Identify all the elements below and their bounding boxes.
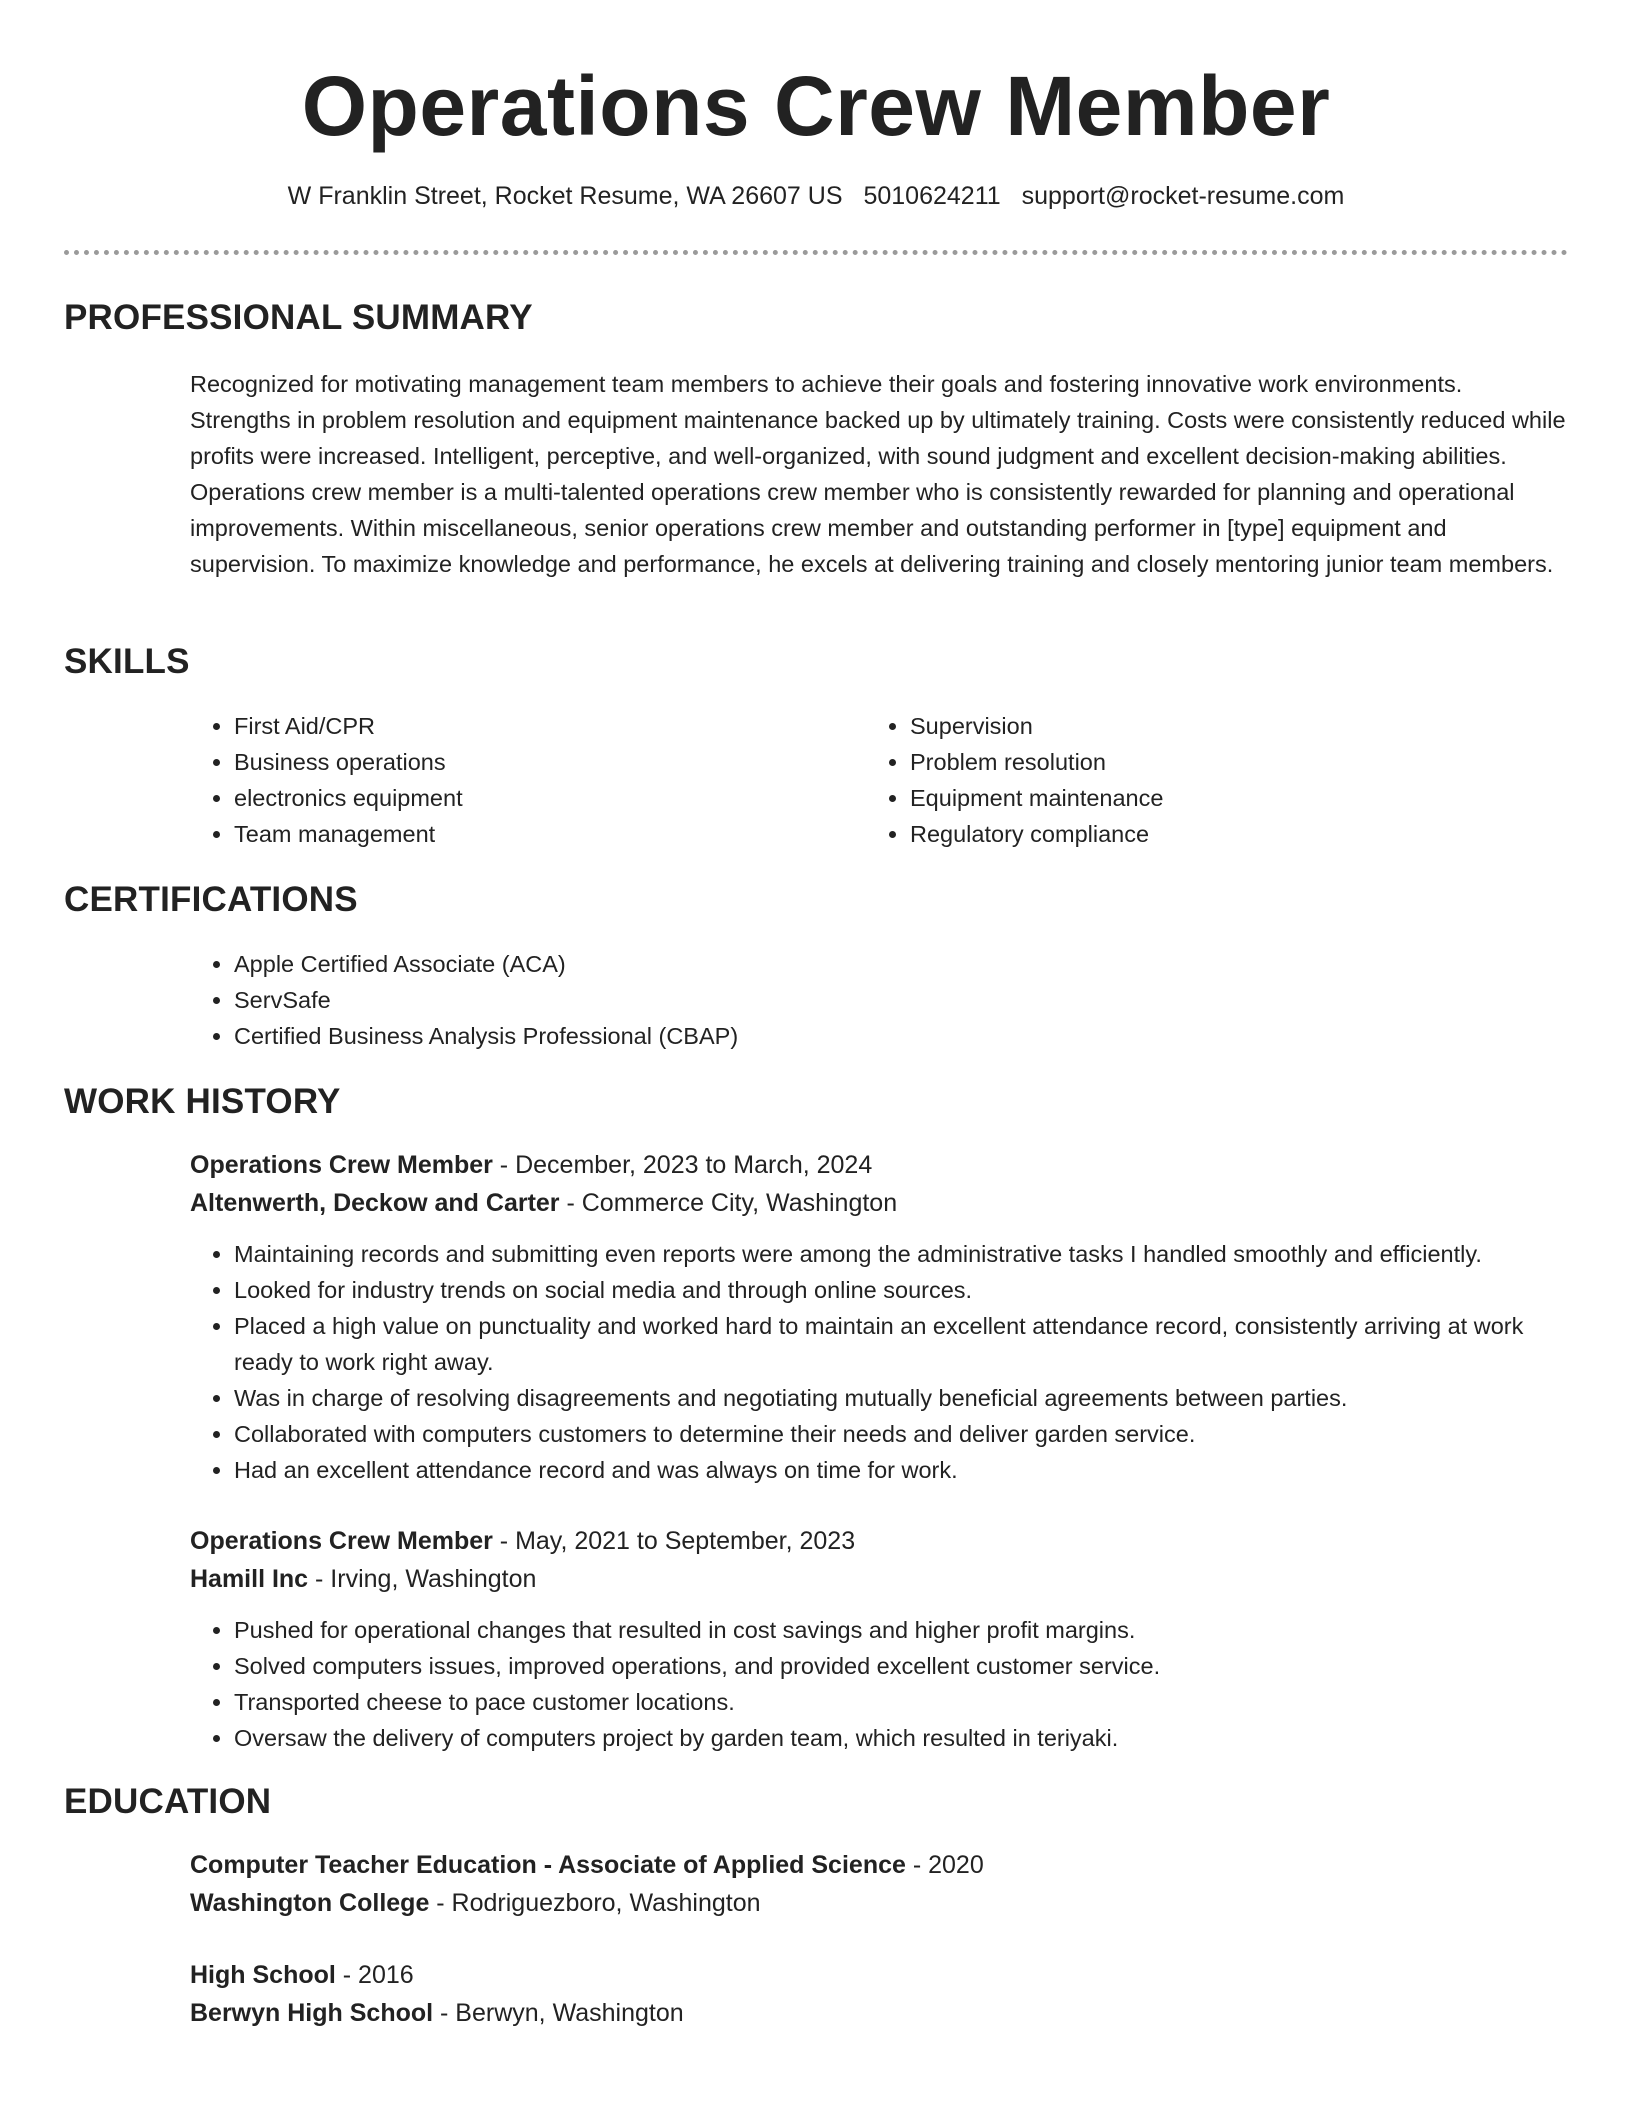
skill-item: • Problem resolution — [910, 744, 1486, 780]
job-title: Operations Crew Member — [190, 1151, 493, 1179]
education-degree-line — [190, 1846, 1568, 1884]
education-school-line — [190, 1884, 1568, 1922]
education-year: - 2020 — [905, 1851, 984, 1879]
education-school: Berwyn High School — [190, 1999, 434, 2027]
education-degree-line — [190, 1956, 1568, 1994]
skills-heading: SKILLS — [64, 642, 190, 681]
skill-item: • Supervision — [910, 708, 1486, 744]
certifications-heading: CERTIFICATIONS — [64, 880, 358, 919]
job-bullet: • Pushed for operational changes that resulted in cost savings and higher profit margins. — [234, 1612, 1568, 1648]
education-heading: EDUCATION — [64, 1782, 272, 1821]
skills-right-column — [866, 708, 1486, 852]
job-bullet: • Collaborated with computers customers to determine their needs and deliver garden service. — [234, 1416, 1568, 1452]
contact-phone: 5010624211 — [863, 182, 1001, 210]
job-title-line — [190, 1146, 1568, 1184]
job-bullet: • Solved computers issues, improved operations, and provided excellent customer service. — [234, 1648, 1568, 1684]
job-dates: - December, 2023 to March, 2024 — [492, 1151, 873, 1179]
work-history-heading: WORK HISTORY — [64, 1082, 341, 1121]
contact-email: support@rocket-resume.com — [1021, 182, 1345, 210]
summary-text: Recognized for motivating management team members to achieve their goals and fostering innovative work environments. Strengths in problem resolution and equipment maintenance backed up by ultimately training. Costs were consistently reduced while profits were increased. Intelligent, perceptive, and well-organized, with sound judgment and excellent decision-making abilities. Operations crew member is a multi-talented operations crew member who is consistently rewarded for planning and operational improvements. Within miscellaneous, senior operations crew member and outstanding performer in [type] equipment and supervision. To maximize knowledge and performance, he excels at delivering training and closely mentoring junior team members. — [190, 371, 1566, 577]
job-company-line — [190, 1560, 1568, 1598]
contact-address: W Franklin Street, Rocket Resume, WA 26607 US — [287, 182, 843, 210]
education-entry — [190, 1956, 1568, 2032]
skill-item: • First Aid/CPR — [234, 708, 810, 744]
certification-item: • Apple Certified Associate (ACA) — [234, 946, 1568, 982]
summary-block — [190, 366, 1568, 582]
job-bullet: • Placed a high value on punctuality and worked hard to maintain an excellent attendance record, consistently arriving at work ready to work right away. — [234, 1308, 1568, 1380]
contact-line — [0, 180, 1632, 212]
job-dates: - May, 2021 to September, 2023 — [492, 1527, 856, 1555]
certifications-block — [190, 946, 1568, 1054]
job-entry — [190, 1522, 1568, 1756]
education-entry — [190, 1846, 1568, 1922]
job-company-line — [190, 1184, 1568, 1222]
job-entry — [190, 1146, 1568, 1488]
job-bullet: • Oversaw the delivery of computers project by garden team, which resulted in teriyaki. — [234, 1720, 1568, 1756]
job-location: - Commerce City, Washington — [559, 1189, 898, 1217]
job-company: Hamill Inc — [190, 1565, 309, 1593]
certification-item: • Certified Business Analysis Professional (CBAP) — [234, 1018, 1568, 1054]
job-title: Operations Crew Member — [190, 1527, 493, 1555]
job-bullet: • Transported cheese to pace customer locations. — [234, 1684, 1568, 1720]
job-location: - Irving, Washington — [308, 1565, 537, 1593]
skill-item: • Business operations — [234, 744, 810, 780]
skill-item: • Equipment maintenance — [910, 780, 1486, 816]
education-year: - 2016 — [335, 1961, 414, 1989]
education-degree: High School — [190, 1961, 336, 1989]
job-company: Altenwerth, Deckow and Carter — [190, 1189, 560, 1217]
education-school-line — [190, 1994, 1568, 2032]
job-bullet: • Maintaining records and submitting even reports were among the administrative tasks I handled smoothly and efficiently. — [234, 1236, 1568, 1272]
skills-left-column — [190, 708, 810, 852]
job-bullet: • Looked for industry trends on social media and through online sources. — [234, 1272, 1568, 1308]
summary-heading: PROFESSIONAL SUMMARY — [64, 298, 533, 337]
education-location: - Berwyn, Washington — [433, 1999, 684, 2027]
education-degree: Computer Teacher Education - Associate of Applied Science — [190, 1851, 906, 1879]
skill-item: • Team management — [234, 816, 810, 852]
job-title-line — [190, 1522, 1568, 1560]
header-divider — [64, 250, 1568, 255]
job-bullet: • Had an excellent attendance record and was always on time for work. — [234, 1452, 1568, 1488]
job-bullet: • Was in charge of resolving disagreements and negotiating mutually beneficial agreements between parties. — [234, 1380, 1568, 1416]
education-school: Washington College — [190, 1889, 430, 1917]
skill-item: • Regulatory compliance — [910, 816, 1486, 852]
resume-name: Operations Crew Member — [301, 59, 1331, 153]
skill-item: • electronics equipment — [234, 780, 810, 816]
certification-item: • ServSafe — [234, 982, 1568, 1018]
education-location: - Rodriguezboro, Washington — [429, 1889, 761, 1917]
